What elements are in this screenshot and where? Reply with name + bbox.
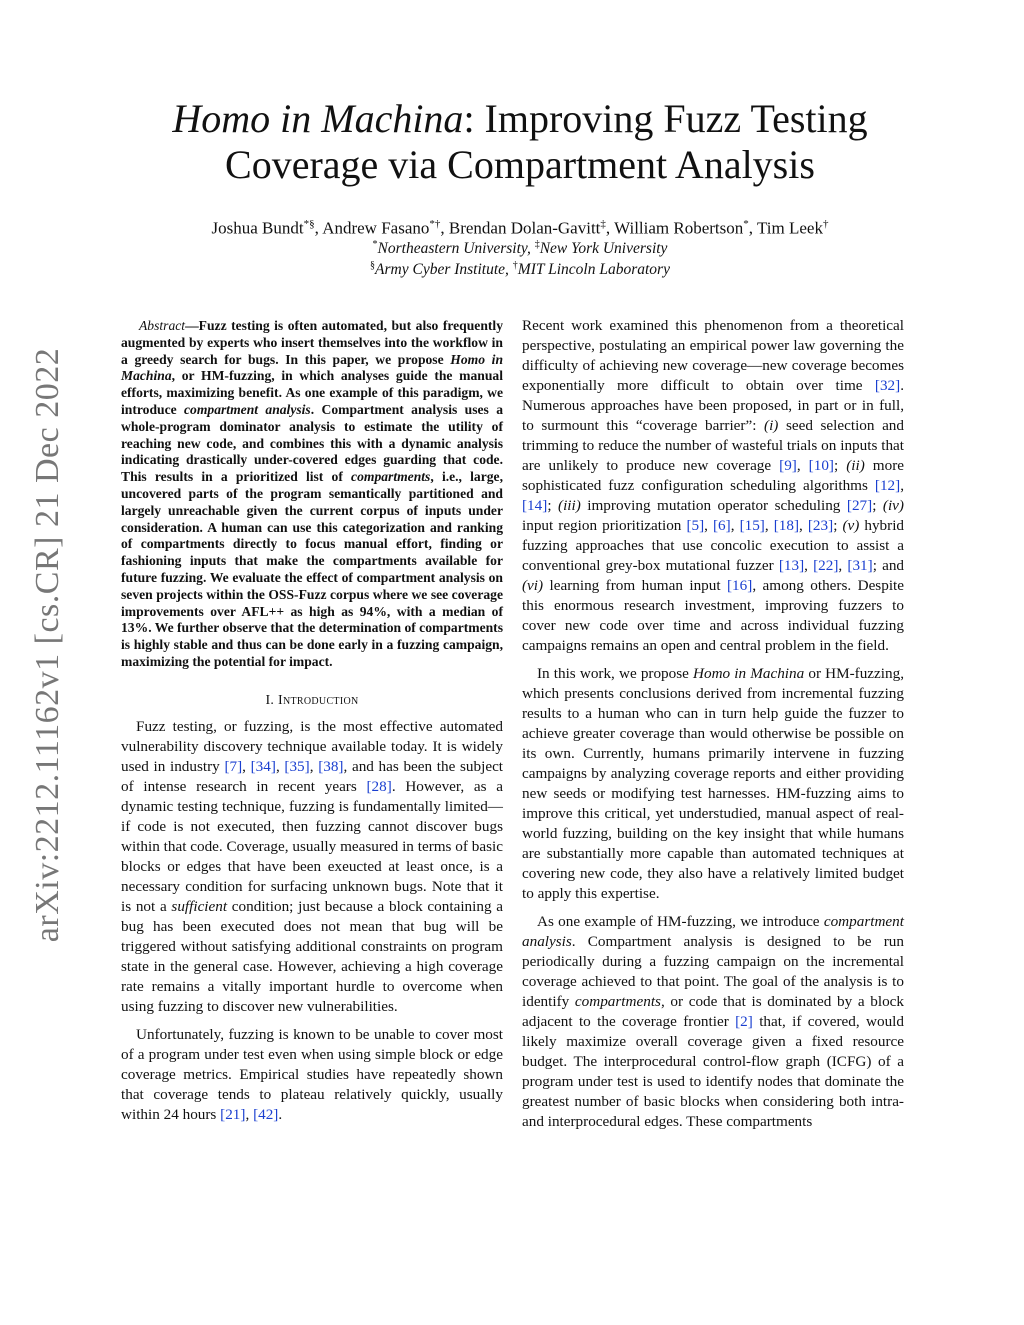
citation-link[interactable]: [15] xyxy=(739,517,765,534)
citation-link[interactable]: [42] xyxy=(253,1105,279,1123)
title-line1-rest: : Improving Fuzz Testing xyxy=(463,96,868,141)
affiliation-name: Northeastern University xyxy=(377,240,527,258)
author-marks: ‡ xyxy=(600,218,606,230)
arxiv-sidebar xyxy=(18,345,78,945)
citation-link[interactable]: [22] xyxy=(813,557,839,574)
citation-link[interactable]: [2] xyxy=(735,1013,753,1030)
affiliation-mark: * xyxy=(372,239,378,250)
author-name: William Robertson xyxy=(614,218,744,238)
author-name: Tim Leek xyxy=(756,218,823,238)
author-marks: † xyxy=(822,218,829,230)
citation-link[interactable]: [38] xyxy=(318,757,344,775)
affiliation-name: MIT Lincoln Laboratory xyxy=(517,261,670,279)
affiliation-name: New York University xyxy=(539,240,668,258)
citation-link[interactable]: [35] xyxy=(284,757,310,775)
citation-link[interactable]: [13] xyxy=(778,557,805,574)
citation-link[interactable]: [12] xyxy=(874,477,901,494)
right-paragraph-2: In this work, we propose Homo in Machina or HM-fuzzing, which presents conclusions derived from incremental fuzzing results to a human who can in turn help guide the fuzzer to achieve greater coverage than would otherwise be possible on its own. Currently, humans primarily intervene in fuzzing campaigns by analyzing coverage reports and either providing new seeds or modifying test harnesses. HM-fuzzing aims to improve this critical, yet understudied, manual aspect of real-world fuzzing, building on the key insight that while humans are substantially more capable than automated techniques at covering new code, they also have a relatively limited budget to apply this expertise. xyxy=(522,665,904,902)
paper-title xyxy=(120,96,920,188)
author-marks: *† xyxy=(429,218,441,230)
citation-link[interactable]: [16] xyxy=(727,577,753,594)
author-name: Brendan Dolan-Gavitt xyxy=(448,218,601,238)
citation-link[interactable]: [31] xyxy=(847,557,873,574)
affiliation-mark: ‡ xyxy=(534,239,540,250)
citation-link[interactable]: [5] xyxy=(686,517,705,534)
author-name: Andrew Fasano xyxy=(322,218,430,238)
intro-paragraph-1: Fuzz testing, or fuzzing, is the most effective automated vulnerability discovery technique available today. It is widely used in industry [7], [34], [35], [38], and has been the subject of intense research in recent years [28]. However, as a dynamic testing technique, fuzzing is fundamentally limited—if code is not executed, then fuzzing cannot discover bugs within that code. Coverage, usually measured in terms of basic blocks or edges that have been exeucted at least once, is a necessary condition for surfacing unknown bugs. Note that it is not a sufficient condition; just because a block containing a bug has been executed does not mean that bug will be triggered without satisfying additional constraints on program state in the general case. However, achieving a high coverage rate remains a vitally important hurdle to overcome when using fuzzing to discover new vulnerabilities. xyxy=(121,717,504,1015)
affiliation-mark: † xyxy=(512,260,518,271)
citation-link[interactable]: [14] xyxy=(522,497,548,514)
arxiv-identifier: arXiv:2212.11162v1 [cs.CR] 21 Dec 2022 xyxy=(29,347,66,943)
affiliation-name: Army Cyber Institute xyxy=(375,261,506,279)
citation-link[interactable]: [32] xyxy=(874,377,901,394)
citation-link[interactable]: [18] xyxy=(773,517,800,534)
left-column xyxy=(121,318,503,1133)
citation-link[interactable]: [27] xyxy=(846,497,873,514)
abstract-label: Abstract xyxy=(139,318,186,333)
section-heading: I. Introduction xyxy=(265,692,359,708)
citation-link[interactable]: [10] xyxy=(808,457,834,474)
author-marks: * xyxy=(743,218,749,230)
citation-link[interactable]: [23] xyxy=(807,517,834,534)
citation-link[interactable]: [7] xyxy=(224,757,243,775)
affiliation-mark: § xyxy=(370,260,376,271)
citation-link[interactable]: [6] xyxy=(713,517,731,534)
citation-link[interactable]: [34] xyxy=(250,757,276,775)
affiliation-line-1: *Northeastern University, ‡New York University xyxy=(372,239,668,258)
right-paragraph-3: As one example of HM-fuzzing, we introduce compartment analysis. Compartment analysis is designed to be run periodically during a fuzzing campaign on the incremental coverage achieved to that point. The goal of the analysis is to identify compartments, or code that is dominated by a block adjacent to the coverage frontier [2] that, if covered, would likely maximize overall coverage given a fixed resource budget. The interprocedural control-flow graph (ICFG) of a program under test is used to identify nodes that dominate the greatest number of basic blocks when considering both intra- and interprocedural edges. These compartments xyxy=(522,913,904,1130)
author-name: Joshua Bundt xyxy=(211,218,304,238)
abstract: Abstract—Fuzz testing is often automated, but also frequently augmented by experts who insert themselves into the workflow in a greedy search for bugs. In this paper, we propose Homo in Machina, or HM-fuzzing, in which analyses guide the manual efforts, maximizing benefit. As one example of this paradigm, we introduce compartment analysis. Compartment analysis uses a whole-program dominator analysis to estimate the utility of reaching new code, and combines this with a dynamic analysis indicating drastically under-covered edges guarding that code. This results in a prioritized list of compartments, i.e., large, uncovered parts of the program semantically partitioned and largely unreachable given the current corpus of inputs under consideration. A human can use this categorization and ranking of compartments directly to focus manual effort, finding or fashioning inputs that make the compartments available for future fuzzing. We evaluate the effect of compartment analysis on seven projects within the OSS-Fuzz corpus where we see coverage improvements over AFL++ as high as 94%, with a median of 13%. We further observe that the determination of compartments is highly stable and thus can be done early in a fuzzing campaign, maximizing the potential for impact. xyxy=(121,318,504,669)
title-line2: Coverage via Compartment Analysis xyxy=(225,142,815,187)
citation-link[interactable]: [28] xyxy=(366,777,392,795)
author-list: Joshua Bundt*§, Andrew Fasano*†, Brendan Dolan-Gavitt‡, William Robertson*, Tim Leek† xyxy=(211,218,829,238)
right-column xyxy=(522,316,904,1140)
author-marks: *§ xyxy=(303,218,315,230)
citation-link[interactable]: [21] xyxy=(220,1105,246,1123)
right-paragraph-1: Recent work examined this phenomenon from a theoretical perspective, postulating an empirical power law governing the difficulty of achieving new coverage—new coverage becomes exponentially more difficult to obtain over time [32]. Numerous approaches have been proposed, in part or in full, to surmount this “coverage barrier”: (i) seed selection and trimming to reduce the number of wasteful trials on inputs that are unlikely to produce new coverage [9], [10]; (ii) more sophisticated fuzz configuration scheduling algorithms [12], [14]; (iii) improving mutation operator scheduling [27]; (iv) input region prioritization [5], [6], [15], [18], [23]; (v) hybrid fuzzing approaches that use concolic execution to assist a conventional grey-box mutational fuzzer [13], [22], [31]; and (vi) learning from human input [16], among others. Despite this enormous research investment, improving fuzzers to cover new code over time and across individual fuzzing campaigns remains an open and central problem in the field. xyxy=(522,317,905,654)
title-italic: Homo in Machina xyxy=(172,96,464,141)
affiliation-line-2: §Army Cyber Institute, †MIT Lincoln Laboratory xyxy=(370,260,670,279)
intro-paragraph-2: Unfortunately, fuzzing is known to be unable to cover most of a program under test even when using simple block or edge coverage metrics. Empirical studies have repeatedly shown that coverage tends to plateau relatively quickly, usually within 24 hours [21], [42]. xyxy=(121,1025,503,1123)
citation-link[interactable]: [9] xyxy=(779,457,797,474)
